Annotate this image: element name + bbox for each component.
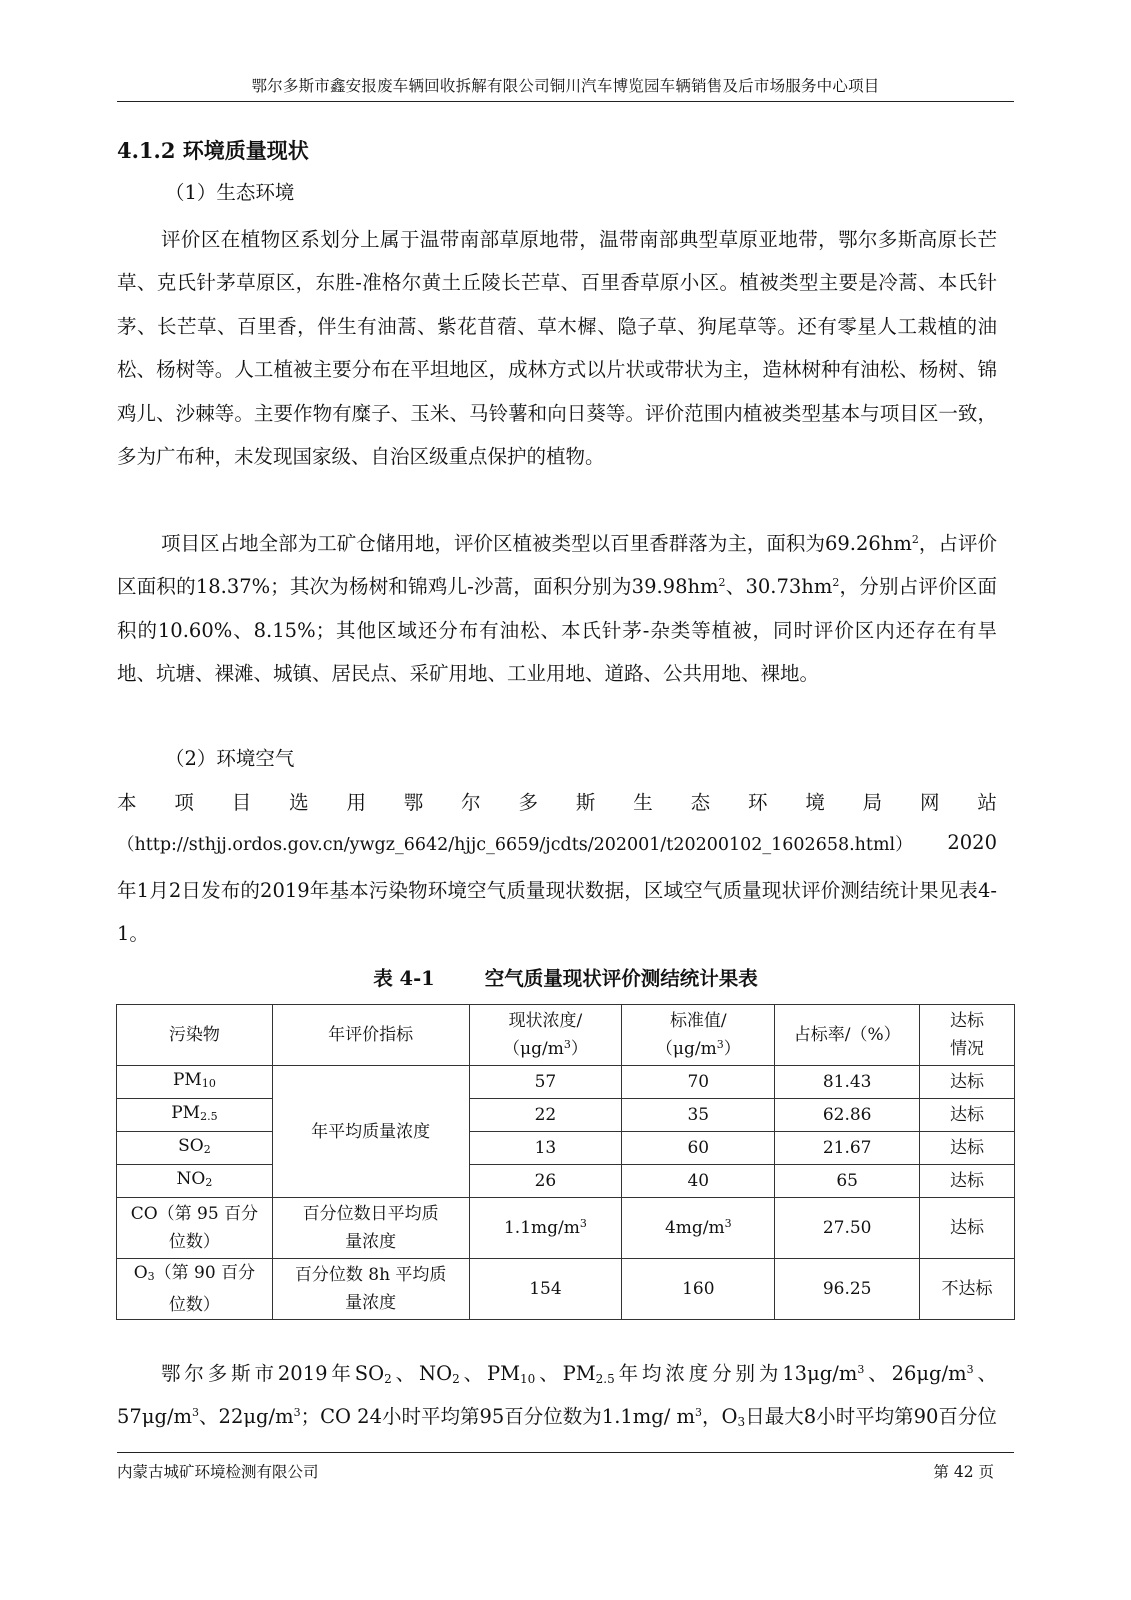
ratio-cell: 65	[775, 1165, 920, 1198]
running-header: 鄂尔多斯市鑫安报废车辆回收拆解有限公司铜川汽车博览园车辆销售及后市场服务中心项目	[251, 77, 880, 95]
ratio-cell: 27.50	[775, 1198, 920, 1259]
superscript-2: 2	[911, 533, 919, 546]
table-row-o3	[117, 1259, 1015, 1320]
eco-paragraph-2: 项目区占地全部为工矿仓储用地，评价区植被类型以百里香群落为主，面积为$69.26hm^2$，占评价区面积的18.37%；其次为杨树和锦鸡儿-沙蒿，面积分别为$39.98hm^2$、$30.73hm^2$，分别占评价区面积的10.60%、8.15%；其他区域还分布有油松、本氏针茅-杂类等植被，同时评价区内还存在有旱地、坑塘、裸滩、城镇、居民点、采矿用地、工业用地、道路、公共用地、裸地。	[117, 532, 997, 686]
current-cell: 22	[469, 1099, 622, 1132]
status-cell: 达标	[920, 1132, 1015, 1165]
air-paragraph-rest: 年1月2日发布的2019年基本污染物环境空气质量现状数据，区域空气质量现状评价测结统计果见表4-1。	[117, 879, 997, 946]
pollutant-cell: CO（第 95 百分 位数）	[117, 1198, 273, 1259]
air-heading: （2）环境空气	[165, 747, 295, 770]
pollutant-cell: $PM_{10}$	[117, 1066, 273, 1099]
header-standard: 标准值/ $(\mu g/m^3)$	[622, 1005, 775, 1066]
current-cell: 26	[469, 1165, 622, 1198]
url-year: 2020	[947, 831, 997, 854]
superscript-2: 2	[832, 576, 840, 590]
header-indicator: 年评价指标	[272, 1005, 469, 1066]
pollutant-cell: $SO_2$	[117, 1132, 273, 1165]
standard-cell: 40	[622, 1165, 775, 1198]
indicator-cell: 百分位数 8h 平均质 量浓度	[272, 1259, 469, 1320]
standard-cell: $4mg/m^3$	[622, 1198, 775, 1259]
source-url[interactable]: （http://sthjj.ordos.gov.cn/ywgz_6642/hjjc_6659/jcdts/202001/t20200102_1602658.html）	[117, 835, 913, 855]
superscript-2: 2	[718, 576, 726, 590]
annual-indicator-cell: 年平均质量浓度	[272, 1066, 469, 1198]
table-row	[117, 1165, 1015, 1198]
header-status: 达标 情况	[920, 1005, 1015, 1066]
status-cell: 达标	[920, 1066, 1015, 1099]
ratio-cell: 96.25	[775, 1259, 920, 1320]
table-number: 表 4-1	[373, 967, 435, 990]
eco-paragraph-1: 评价区在植物区系划分上属于温带南部草原地带，温带南部典型草原亚地带，鄂尔多斯高原长芒草、克氏针茅草原区，东胜-准格尔黄土丘陵长芒草、百里香草原小区。植被类型主要是冷蒿、本氏针茅、长芒草、百里香，伴生有油蒿、紫花苜蓿、草木樨、隐子草、狗尾草等。还有零星人工栽植的油松、杨树等。人工植被主要分布在平坦地区，成林方式以片状或带状为主，造林树种有油松、杨树、锦鸡儿、沙棘等。主要作物有糜子、玉米、马铃薯和向日葵等。评价范围内植被类型基本与项目区一致，多为广布种，未发现国家级、自治区级重点保护的植物。	[117, 228, 997, 469]
current-cell: 57	[469, 1066, 622, 1099]
header-divider	[117, 101, 1014, 102]
indicator-cell: 百分位数日平均质 量浓度	[272, 1198, 469, 1259]
summary-paragraph: 鄂尔多斯市2019年$SO_2$、$NO_2$、$PM_{10}$、$PM_{2.5}$年均浓度分别为$13\mu g/m^3$、$26\mu g/m^3$、$57\mu g/m^3$、$22\mu g/m^3$；CO 24小时平均第95百分位数为1.1mg/ $m^3$，$O_3$日最大8小时平均第90百分位	[117, 1362, 997, 1430]
standard-cell: 60	[622, 1132, 775, 1165]
table-row	[117, 1099, 1015, 1132]
current-cell: 13	[469, 1132, 622, 1165]
air-paragraph-line-1: 本 项 目 选 用 鄂 尔 多 斯 生 态 环 境 局 网 站	[117, 791, 997, 814]
footer-company: 内蒙古城矿环境检测有限公司	[117, 1463, 319, 1481]
status-cell: 达标	[920, 1099, 1015, 1132]
eco-heading: （1）生态环境	[165, 181, 295, 204]
table-row-co	[117, 1198, 1015, 1259]
ratio-cell: 81.43	[775, 1066, 920, 1099]
air-quality-table	[116, 1004, 1015, 1320]
pollutant-cell: $O_3$（第 90 百分 位数）	[117, 1259, 273, 1320]
source-url-line	[117, 831, 997, 856]
current-cell: $1.1mg/m^3$	[469, 1198, 622, 1259]
status-cell: 达标	[920, 1165, 1015, 1198]
pollutant-cell: $PM_{2.5}$	[117, 1099, 273, 1132]
section-title: 4.1.2 环境质量现状	[117, 138, 309, 163]
footer-divider	[117, 1452, 1014, 1453]
page-number: 第 42 页	[933, 1463, 994, 1481]
standard-cell: 35	[622, 1099, 775, 1132]
header-current: 现状浓度/ $(\mu g/m^3)$	[469, 1005, 622, 1066]
table-row	[117, 1066, 1015, 1099]
ratio-cell: 21.67	[775, 1132, 920, 1165]
standard-cell: 160	[622, 1259, 775, 1320]
table-title: 空气质量现状评价测结统计果表	[484, 967, 758, 990]
pollutant-cell: $NO_2$	[117, 1165, 273, 1198]
status-cell: 不达标	[920, 1259, 1015, 1320]
status-cell: 达标	[920, 1198, 1015, 1259]
header-ratio: 占标率/（%）	[775, 1005, 920, 1066]
table-header-row	[117, 1005, 1015, 1066]
header-pollutant: 污染物	[117, 1005, 273, 1066]
table-caption	[0, 963, 1131, 991]
current-cell: 154	[469, 1259, 622, 1320]
ratio-cell: 62.86	[775, 1099, 920, 1132]
table-row	[117, 1132, 1015, 1165]
standard-cell: 70	[622, 1066, 775, 1099]
